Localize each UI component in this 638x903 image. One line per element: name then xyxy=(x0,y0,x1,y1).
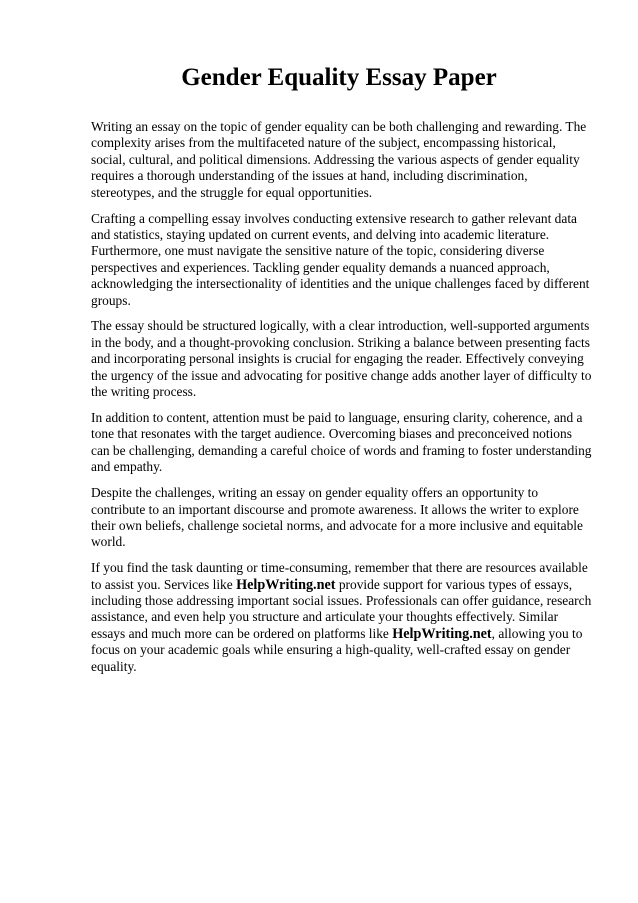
paragraph-5: Despite the challenges, writing an essay on gender equality offers an opportunity to contribute to an important discourse and promote awareness. It allows the writer to explore their own beliefs, challenge societal norms, and advocate for a more inclusive and equitable world. xyxy=(91,485,583,550)
paragraph-6-text-2: provide support for various types of essays, including those addressing important social issues. Professionals can offer guidance, research assistance, and even help you structure and articulate your thoughts effectively. Similar essays and much more can be ordered on platforms like xyxy=(91,576,592,641)
paragraph-6-text-3: , allowing you to focus on your academic goals while ensuring a high-quality, well-crafted essay on gender equality. xyxy=(91,625,583,674)
paragraph-6-text-1: If you find the task daunting or time-consuming, remember that there are resources available to assist you. Services like xyxy=(91,560,588,592)
paragraph-4: In addition to content, attention must be paid to language, ensuring clarity, coherence, and a tone that resonates with the target audience. Overcoming biases and preconceived notions can be challenging, demanding a careful choice of words and framing to foster understanding and empathy. xyxy=(91,410,592,475)
paragraph-2: Crafting a compelling essay involves conducting extensive research to gather relevant data and statistics, staying updated on current events, and delving into academic literature. Furthermore, one must navigate the sensitive nature of the topic, considering diverse perspectives and experiences. Tackling gender equality demands a nuanced approach, acknowledging the intersectionality of identities and the unique challenges faced by different groups. xyxy=(91,210,590,308)
helpwriting-link-1[interactable]: HelpWriting.net xyxy=(236,576,336,593)
paragraph-3: The essay should be structured logically, with a clear introduction, well-supported arguments in the body, and a thought-provoking conclusion. Striking a balance between presenting facts and incorporating personal insights is crucial for engaging the reader. Effectively conveying the urgency of the issue and advocating for positive change adds another layer of difficulty to the writing process. xyxy=(91,318,592,400)
page-title: Gender Equality Essay Paper xyxy=(181,64,497,91)
paragraph-6 xyxy=(91,560,592,675)
helpwriting-link-2[interactable]: HelpWriting.net xyxy=(392,625,492,642)
paragraph-1: Writing an essay on the topic of gender equality can be both challenging and rewarding. The complexity arises from the multifaceted nature of the subject, encompassing historical, social, cultural, and political dimensions. Addressing the various aspects of gender equality requires a thorough understanding of the issues at hand, including discrimination, stereotypes, and the struggle for equal opportunities. xyxy=(91,119,587,200)
